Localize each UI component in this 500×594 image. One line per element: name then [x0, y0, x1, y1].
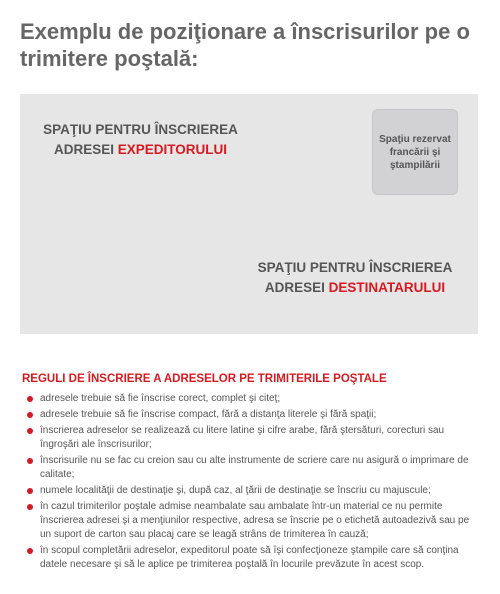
- bullet-icon: [27, 458, 33, 464]
- sender-address-area: [38, 120, 243, 160]
- page-title: Exemplu de poziţionare a înscrisurilor pe o trimitere poştală:: [20, 19, 470, 71]
- sender-label-line2: [38, 140, 243, 160]
- rule-text: în scopul completării adreselor, expeditorul poate să îşi confecţioneze ştampile care să conţina datele necesare şi să le aplice pe trimiterea poştală în locurile prevăzute în acest scop.: [40, 545, 459, 570]
- bullet-icon: [27, 428, 33, 434]
- rule-text: înscrierea adreselor se realizează cu litere latine şi cifre arabe, fără ştersături, corecturi sau îngroşări ale înscrisurilor;: [40, 425, 445, 450]
- list-item: [26, 424, 482, 452]
- sender-label-line1: SPAŢIU PENTRU ÎNSCRIEREA: [43, 122, 238, 137]
- rule-text: adresele trebuie să fie înscrise corect, complet şi citeţ;: [40, 393, 281, 404]
- rule-text: în cazul trimiterilor poştale admise neambalate sau ambalate într-un material ce nu permite înscrierea adresei şi a menţiunilor respective, adresa se înscrie pe o etichetă autoadezivă sau pe un suport de carton sau placaj care se leagă strâns de trimiterea în cauză;: [40, 501, 470, 540]
- sender-label-highlight: EXPEDITORULUI: [117, 142, 228, 157]
- recipient-label-line2: [250, 278, 460, 298]
- rules-list: [26, 392, 482, 574]
- rules-heading: REGULI DE ÎNSCRIERE A ADRESELOR PE TRIMITERILE POŞTALE: [22, 373, 387, 385]
- recipient-label-highlight: DESTINATARULUI: [328, 280, 446, 295]
- recipient-address-area: [250, 258, 460, 298]
- stamp-area: [372, 109, 458, 195]
- rule-text: înscrisurile nu se fac cu creion sau cu alte instrumente de scriere care nu asigură o imprimare de calitate;: [40, 455, 469, 480]
- rule-text: adresele trebuie să fie înscrise compact, fără a distanţa literele şi fără spaţii;: [40, 409, 377, 420]
- list-item: [26, 408, 482, 422]
- list-item: [26, 500, 482, 542]
- list-item: [26, 392, 482, 406]
- recipient-label-prefix: ADRESEI: [264, 280, 329, 295]
- bullet-icon: [27, 412, 33, 418]
- recipient-label-line1: SPAŢIU PENTRU ÎNSCRIEREA: [257, 260, 453, 275]
- envelope-diagram: [20, 94, 478, 334]
- list-item: [26, 454, 482, 482]
- sender-label-prefix: ADRESEI: [53, 142, 118, 157]
- stamp-area-label: Spaţiu rezervat francării şi ştampilării: [379, 133, 451, 171]
- rule-text: numele localităţii de destinaţie şi, după caz, al ţării de destinaţie se înscriu cu majuscule;: [40, 485, 431, 496]
- bullet-icon: [27, 488, 33, 494]
- bullet-icon: [27, 396, 33, 402]
- list-item: [26, 544, 482, 572]
- bullet-icon: [27, 504, 33, 510]
- bullet-icon: [27, 548, 33, 554]
- list-item: [26, 484, 482, 498]
